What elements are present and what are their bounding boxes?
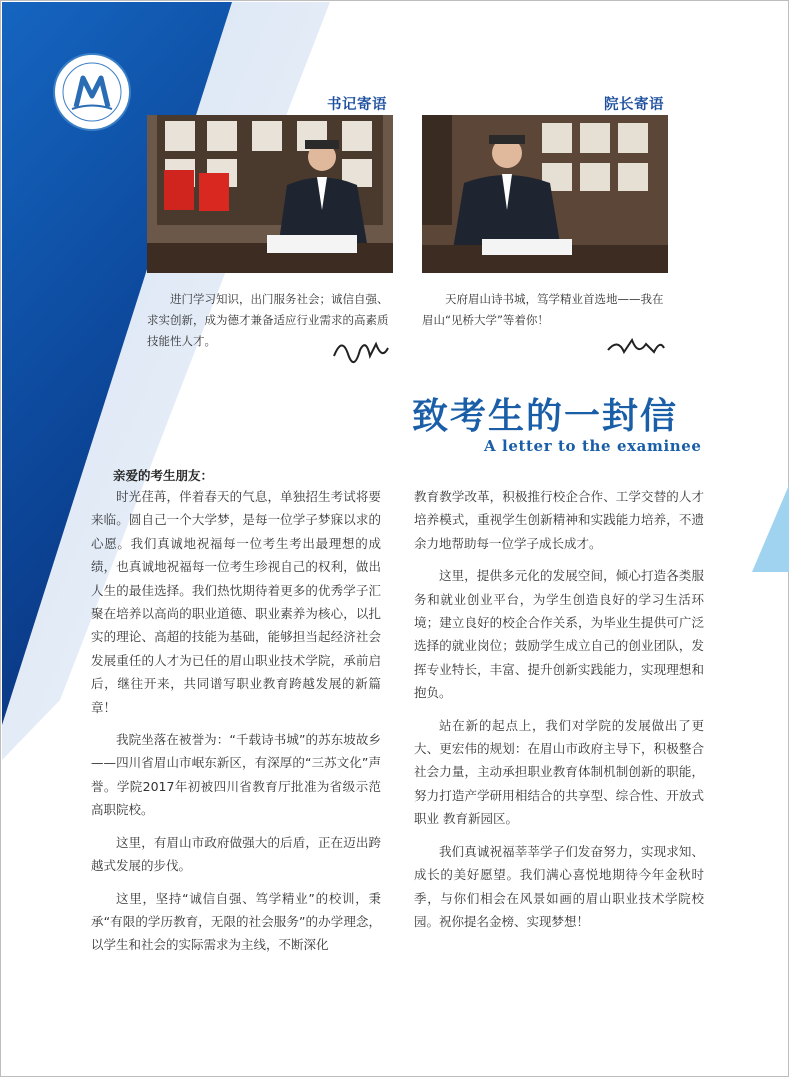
letter-left-column <box>91 485 381 966</box>
president-message: 天府眉山诗书城，笃学精业首选地——我在眉山“见桥大学”等着你！ <box>422 292 664 327</box>
letter-paragraph: 这里，坚持“诚信自强、笃学精业”的校训，秉承“有限的学历教育，无限的社会服务”的办学理念，以学生和社会的实际需求为主线，不断深化 <box>91 890 381 953</box>
letter-paragraph: 我们真诚祝福莘莘学子们发奋努力，实现求知、成长的美好愿望。我们满心喜悦地期待今年金秋时季，与你们相会在风景如画的眉山职业技术学院校园。祝你提名金榜、实现梦想！ <box>414 843 704 929</box>
president-heading: 院长寄语 <box>604 97 664 113</box>
secretary-message: 进门学习知识，出门服务社会；诚信自强、求实创新，成为德才兼备适应行业需求的高素质技能性人才。 <box>147 292 389 348</box>
letter-paragraph: 站在新的起点上，我们对学院的发展做出了更大、更宏伟的规划：在眉山市政府主导下，积极整合社会力量，主动承担职业教育体制机制创新的职能，努力打造产学研用相结合的共享型、综合性、开放式职业 教育新园区。 <box>414 717 704 827</box>
college-emblem-icon <box>52 52 132 132</box>
letter-paragraph: 时光荏苒，伴着春天的气息，单独招生考试将要来临。圆自己一个大学梦，是每一位学子梦寐以求的心愿。我们真诚地祝福每一位考生考出最理想的成绩，也真诚地祝福每一位考生珍视自己的权利，做出人生的最佳选择。我们热忱期待着更多的优秀学子汇聚在培养以高尚的职业道德、职业素养为核心，以扎实的理论、高超的技能为基础，能够担当起经济社会发展重任的人才为已任的眉山职业技术学院，承前启后，继往开来，共同谱写职业教育跨越发展的新篇章！ <box>91 489 381 715</box>
letter-paragraph: 教育教学改革，积极推行校企合作、工学交替的人才培养模式，重视学生创新精神和实践能力培养，不遗余力地帮助每一位学子成长成才。 <box>414 489 704 551</box>
secretary-signature <box>330 330 392 366</box>
right-blue-accent <box>752 485 789 572</box>
letter-right-column <box>414 485 704 942</box>
letter-salutation: 亲爱的考生朋友： <box>113 468 214 483</box>
president-photo <box>422 115 668 273</box>
secretary-photo <box>147 115 393 273</box>
letter-subtitle: A letter to the examinee <box>484 437 702 455</box>
secretary-heading: 书记寄语 <box>327 97 387 113</box>
letter-paragraph: 我院坐落在被誉为：“千载诗书城”的苏东坡故乡——四川省眉山市岷东新区，有深厚的“三苏文化”声誉。学院2017年初被四川省教育厅批准为省级示范高职院校。 <box>91 732 381 818</box>
president-signature <box>604 330 668 360</box>
letter-paragraph: 这里，有眉山市政府做强大的后盾，正在迈出跨越式发展的步伐。 <box>91 834 381 874</box>
letter-paragraph: 这里，提供多元化的发展空间，倾心打造各类服务和就业创业平台，为学生创造良好的学习生活环境；建立良好的校企合作关系，为毕业生提供可广泛选择的就业岗位；鼓励学生成立自己的创业团队，发挥专业特长，丰富、提升创新实践能力，实现理想和抱负。 <box>414 568 704 701</box>
letter-title: 致考生的一封信 <box>412 395 679 437</box>
